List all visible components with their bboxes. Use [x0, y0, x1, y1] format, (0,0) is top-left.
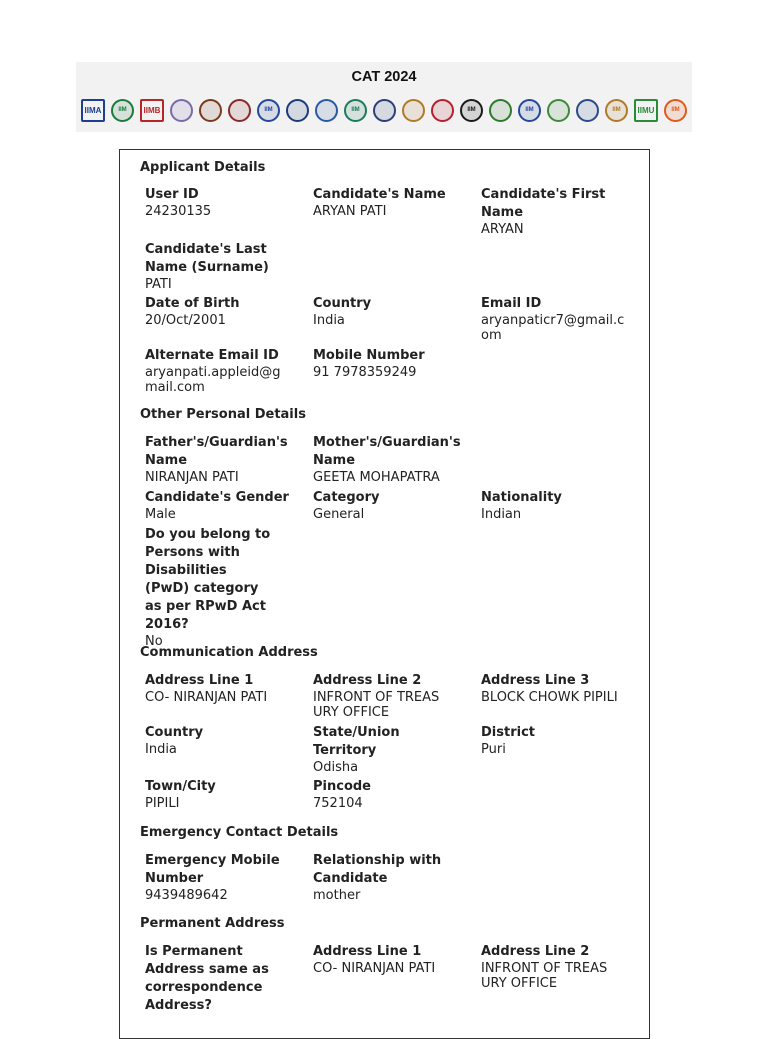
field-comm-address-line-3	[481, 672, 641, 705]
field-label: Candidate's First Name	[481, 187, 606, 220]
iim-kozhikode-logo	[315, 99, 338, 122]
logo-text: IIMA	[84, 105, 102, 115]
iim-sirmaur-logo	[576, 99, 599, 122]
iim-bodhgaya-logo	[170, 99, 193, 122]
field-label: Address Line 2	[481, 944, 590, 959]
field-label: Address Line 1	[145, 673, 254, 688]
field-label: Country	[313, 296, 372, 311]
logo-text: IIM	[612, 107, 621, 113]
field-last-name	[145, 241, 275, 292]
field-mother-name	[313, 434, 461, 485]
field-gender	[145, 489, 305, 522]
field-comm-district	[481, 724, 641, 757]
field-father-name	[145, 434, 290, 485]
field-value: Indian	[481, 507, 522, 522]
field-label: Town/City	[145, 779, 216, 794]
field-label: Is Permanent Address same as correspondence Address?	[145, 944, 269, 1013]
field-candidate-name	[313, 186, 473, 219]
field-label: Email ID	[481, 296, 542, 311]
iim-tiruchirappalli-logo	[605, 99, 628, 122]
field-label: Alternate Email ID	[145, 348, 279, 363]
section-other-personal-details: Other Personal Details	[140, 407, 306, 422]
field-comm-country	[145, 724, 305, 757]
field-value: 20/Oct/2001	[145, 313, 226, 328]
section-communication-address: Communication Address	[140, 645, 318, 660]
field-label: State/Union Territory	[313, 725, 400, 758]
institute-logos-strip	[81, 95, 687, 125]
iim-calcutta-logo	[199, 99, 222, 122]
field-country	[313, 295, 473, 328]
field-label: Father's/Guardian's Name	[145, 435, 288, 468]
field-comm-address-line-1	[145, 672, 305, 705]
field-value: mother	[313, 888, 361, 903]
field-mobile-number	[313, 347, 473, 380]
iim-sambalpur-logo	[518, 99, 541, 122]
field-perm-address-line-2	[481, 943, 611, 991]
field-alternate-email	[145, 347, 285, 395]
field-label: Date of Birth	[145, 296, 240, 311]
field-value: ARYAN PATI	[313, 204, 387, 219]
iim-shillong-logo	[547, 99, 570, 122]
field-value: INFRONT OF TREASURY OFFICE	[313, 690, 440, 720]
section-applicant-details: Applicant Details	[140, 160, 266, 175]
field-value: PATI	[145, 277, 172, 292]
field-comm-pincode	[313, 778, 473, 811]
logo-text: IIM	[118, 107, 127, 113]
section-emergency-contact: Emergency Contact Details	[140, 825, 339, 840]
field-emergency-mobile	[145, 852, 285, 903]
field-value: BLOCK CHOWK PIPILI	[481, 690, 618, 705]
field-label: Emergency Mobile Number	[145, 853, 280, 886]
field-value: No	[145, 634, 163, 649]
field-value: PIPILI	[145, 796, 180, 811]
field-label: Category	[313, 490, 380, 505]
iim-jammu-logo	[257, 99, 280, 122]
iim-mumbai-logo	[373, 99, 396, 122]
logo-text: IIMU	[637, 105, 655, 115]
iim-bangalore-logo	[140, 99, 164, 122]
field-label: Mobile Number	[313, 348, 425, 363]
field-value: India	[313, 313, 345, 328]
field-value: aryanpati.appleid@gmail.com	[145, 365, 281, 395]
field-value: Puri	[481, 742, 506, 757]
field-comm-address-line-2	[313, 672, 443, 720]
field-label: Nationality	[481, 490, 562, 505]
field-label: Relationship with Candidate	[313, 853, 442, 886]
application-form	[119, 149, 650, 1039]
field-label: District	[481, 725, 535, 740]
field-value: CO- NIRANJAN PATI	[145, 690, 268, 705]
field-value: General	[313, 507, 365, 522]
field-label: Candidate's Name	[313, 187, 446, 202]
logo-text: IIM	[351, 107, 360, 113]
iim-amritsar-logo	[111, 99, 134, 122]
field-nationality	[481, 489, 641, 522]
field-value: NIRANJAN PATI	[145, 470, 239, 485]
logo-text: IIM	[671, 107, 680, 113]
field-value: GEETA MOHAPATRA	[313, 470, 440, 485]
field-email-id	[481, 295, 626, 343]
field-value: aryanpaticr7@gmail.com	[481, 313, 625, 343]
field-comm-town-city	[145, 778, 305, 811]
iim-kashipur-logo	[286, 99, 309, 122]
section-permanent-address: Permanent Address	[140, 916, 285, 931]
field-first-name	[481, 186, 621, 237]
field-pwd-status	[145, 526, 273, 649]
field-permanent-same-as-correspondence	[145, 943, 280, 1015]
field-value: India	[145, 742, 177, 757]
logo-text: IIM	[467, 107, 476, 113]
field-value: 91 7978359249	[313, 365, 417, 380]
field-comm-state	[313, 724, 423, 775]
iim-raipur-logo	[431, 99, 454, 122]
field-user-id	[145, 186, 305, 219]
field-value: ARYAN	[481, 222, 524, 237]
field-label: Address Line 3	[481, 673, 590, 688]
field-label: Address Line 2	[313, 673, 422, 688]
field-value: Male	[145, 507, 176, 522]
field-label: Candidate's Gender	[145, 490, 289, 505]
iim-indore-logo	[228, 99, 251, 122]
field-date-of-birth	[145, 295, 305, 328]
field-label: Address Line 1	[313, 944, 422, 959]
page-title: CAT 2024	[351, 69, 417, 85]
field-label: Do you belong to Persons with Disabilities (PwD) category as per RPwD Act 2016?	[145, 527, 271, 632]
field-label: Pincode	[313, 779, 371, 794]
field-value: CO- NIRANJAN PATI	[313, 961, 436, 976]
field-perm-address-line-1	[313, 943, 473, 976]
field-value: 24230135	[145, 204, 212, 219]
iim-rohtak-logo	[489, 99, 512, 122]
iim-nagpur-logo	[402, 99, 425, 122]
field-label: Country	[145, 725, 204, 740]
field-value: 752104	[313, 796, 363, 811]
logo-text: IIM	[264, 107, 273, 113]
iim-lucknow-logo	[344, 99, 367, 122]
field-label: Candidate's Last Name (Surname)	[145, 242, 269, 275]
field-value: 9439489642	[145, 888, 228, 903]
field-label: User ID	[145, 187, 199, 202]
iim-ahmedabad-logo	[81, 99, 105, 122]
field-emergency-relationship	[313, 852, 453, 903]
iim-visakhapatnam-logo	[664, 99, 687, 122]
field-value: INFRONT OF TREASURY OFFICE	[481, 961, 608, 991]
field-value: Odisha	[313, 760, 359, 775]
header-banner	[76, 62, 692, 132]
field-label: Mother's/Guardian's Name	[313, 435, 461, 468]
logo-text: IIM	[525, 107, 534, 113]
field-category	[313, 489, 473, 522]
iim-udaipur-logo	[634, 99, 658, 122]
iim-ranchi-logo	[460, 99, 483, 122]
logo-text: IIMB	[143, 105, 161, 115]
